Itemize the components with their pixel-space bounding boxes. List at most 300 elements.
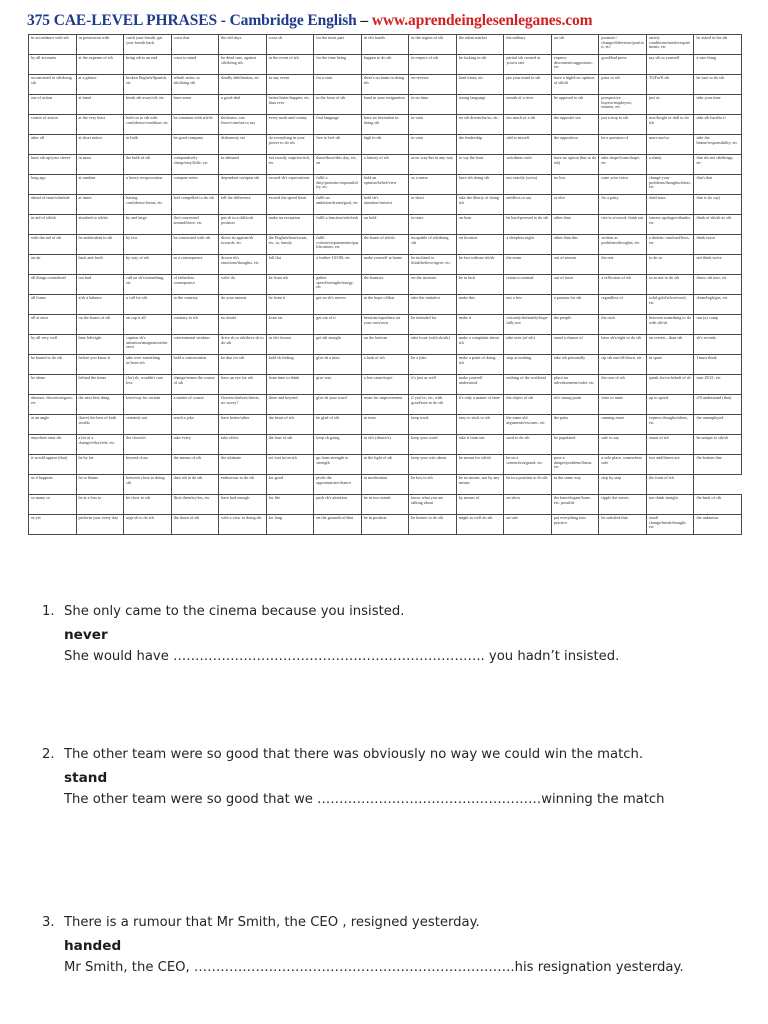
phrase-cell: be in position: [361, 515, 409, 535]
phrase-cell: up to speed: [646, 395, 694, 415]
phrase-cell: be in a position to do sth: [504, 475, 552, 495]
phrase-cell: in moderation: [361, 475, 409, 495]
phrase-cell: in mass: [76, 155, 124, 175]
phrase-cell: ripple the waves: [599, 495, 647, 515]
phrase-cell: the leadership: [456, 135, 504, 155]
phrase-cell: take shape/form/shape, etc: [599, 155, 647, 175]
phrase-cell: that's that: [694, 175, 742, 195]
phrase-cell: so many so: [29, 495, 77, 515]
phrase-cell: the bare/elegant/bone, etc, possible: [551, 495, 599, 515]
phrase-cell: a sole place, somewhere safe: [599, 455, 647, 475]
phrase-cell: the opposite sex: [551, 115, 599, 135]
phrase-cell: in possession with: [76, 35, 124, 55]
table-row: [29, 235, 742, 255]
title-text: 375 CAE-LEVEL PHRASES - Cambridge English: [27, 12, 357, 29]
phrase-cell: better/faster/happier, etc, than ever: [266, 95, 314, 115]
phrase-cell: the pairs: [551, 415, 599, 435]
table-row: [29, 395, 742, 415]
phrase-cell: in no time: [409, 95, 457, 115]
phrase-cell: for good: [266, 475, 314, 495]
phrase-cell: on air: [29, 255, 77, 275]
phrase-cell: hold sb feeling: [266, 355, 314, 375]
phrase-cell: be populated: [551, 435, 599, 455]
phrase-cell: speak for/on behalf of sb: [646, 375, 694, 395]
phrase-cell: be at a loss to: [76, 495, 124, 515]
phrase-cell: on loan: [456, 215, 504, 235]
phrase-cell: be from sth: [266, 275, 314, 295]
table-row: [29, 215, 742, 235]
phrase-cell: be due for sth: [219, 355, 267, 375]
phrase-cell: be unique to sth/sb: [694, 435, 742, 455]
phrase-cell: partial sth created at your/a rate: [504, 55, 552, 75]
phrase-cell: make a complaint about sth: [456, 335, 504, 355]
table-row: [29, 35, 742, 55]
phrase-cell: it would appear (that): [29, 455, 77, 475]
phrase-cell: between something to do with sth/sb: [646, 315, 694, 335]
phrase-cell: flirts them/try/ies, etc: [171, 495, 219, 515]
exercise-sentence: There is a rumour that Mr Smith, the CEO , resigned yesterday.: [64, 915, 480, 930]
phrase-cell: needless to say: [504, 195, 552, 215]
phrase-cell: exceed sb's expectations: [266, 175, 314, 195]
table-row: [29, 375, 742, 395]
phrase-cell: accustomed to sth/doing sth: [29, 75, 77, 95]
phrase-cell: hold a conversation: [171, 355, 219, 375]
phrase-cell: a call for sth: [124, 295, 172, 315]
phrase-cell: running more: [599, 415, 647, 435]
phrase-cell: leave/say for certain: [124, 395, 172, 415]
phrase-cell: in tears: [361, 415, 409, 435]
phrase-cell: a lost cause/topic: [361, 375, 409, 395]
phrase-cell: be asked to/for sth: [694, 35, 742, 55]
phrase-cell: do your utmost: [219, 295, 267, 315]
phrase-cell: do everything in your power to do sth: [266, 135, 314, 155]
phrase-cell: the ultimate: [219, 455, 267, 475]
phrase-cell: on show: [504, 495, 552, 515]
phrase-cell: at short notice: [76, 135, 124, 155]
phrase-cell: have better/other: [219, 415, 267, 435]
phrase-cell: having confidence/forms, etc: [124, 195, 172, 215]
phrase-cell: a good deal: [219, 95, 267, 115]
phrase-cell: that sth not sth/things, etc: [694, 155, 742, 175]
phrase-cell: attached to sth/sb: [76, 215, 124, 235]
phrase-cell: exceed the speed limit: [266, 195, 314, 215]
phrase-cell: not exactly surprise/rich, etc: [266, 155, 314, 175]
phrase-cell: at the very least: [76, 115, 124, 135]
table-row: [29, 415, 742, 435]
phrase-cell: at an angle: [29, 415, 77, 435]
phrase-cell: take over something to/from sth: [124, 355, 172, 375]
phrase-cell: in vain: [409, 135, 457, 155]
phrase-cell: the unemployed: [694, 415, 742, 435]
phrase-cell: be hard-pressed to do sth: [504, 215, 552, 235]
table-row: [29, 135, 742, 155]
phrase-cell: have an eye for sth: [219, 375, 267, 395]
phrase-cell: out of town: [551, 275, 599, 295]
phrase-cell: take it from me: [456, 435, 504, 455]
phrase-cell: happen to do sth: [361, 55, 409, 75]
phrase-cell: new/bright or dull to do sth: [646, 115, 694, 135]
phrase-cell: return to normal: [504, 275, 552, 295]
phrase-cell: from far: [266, 315, 314, 335]
phrase-cell: the heart of sth: [266, 415, 314, 435]
phrase-cell: be inclined to think/believe/agree, etc: [409, 255, 457, 275]
table-row: [29, 115, 742, 135]
phrase-cell: step by step: [599, 475, 647, 495]
phrase-cell: reach a joke: [171, 415, 219, 435]
phrase-cell: other than: [551, 215, 599, 235]
phrase-cell: on cap it all: [124, 315, 172, 335]
phrase-cell: foul language: [314, 115, 362, 135]
phrase-cell: (have) the best of both worlds: [76, 415, 124, 435]
phrase-cell: be glad of sth: [314, 415, 362, 435]
phrase-cell: with/ do: [219, 275, 267, 295]
phrase-cell: think of sth/sb as sth: [694, 215, 742, 235]
phrase-cell: the talent market: [456, 35, 504, 55]
phrase-cell: by way of sth: [124, 255, 172, 275]
phrase-cell: drown sb's emotions/thoughts, etc: [219, 255, 267, 275]
phrase-cell: good/bad press: [599, 55, 647, 75]
phrase-cell: it'll understand (that): [694, 395, 742, 415]
phrase-cell: too bad: [76, 275, 124, 295]
phrase-cell: be meant for sth/sb: [456, 455, 504, 475]
phrase-cell: to say the least: [456, 155, 504, 175]
phrase-cell: be in luck: [456, 275, 504, 295]
phrase-cell: a shady: [646, 155, 694, 175]
phrase-cell: get on sb's nerves: [314, 295, 362, 315]
phrase-cell: written as problems/thoughts, etc: [599, 235, 647, 255]
phrase-cell: urge sb to do sth: [124, 515, 172, 535]
phrase-cell: take every: [171, 435, 219, 455]
phrase-cell: hold sb's attention/interest: [361, 195, 409, 215]
phrase-cell: in sb's (desire/s): [361, 435, 409, 455]
phrase-cell: the four of sth: [266, 435, 314, 455]
phrase-cell: in the region of sth: [409, 35, 457, 55]
phrase-cell: as a consequence: [171, 255, 219, 275]
phrase-cell: by all very well: [29, 335, 77, 355]
exercise-number: 2.: [42, 747, 55, 762]
phrase-cell: have sth doing sth: [456, 175, 504, 195]
phrase-cell: be lost without sth/sb: [456, 255, 504, 275]
phrase-cell: in sb's favour: [266, 335, 314, 355]
phrase-cell: not a few: [504, 295, 552, 315]
phrase-cell: that is (to say): [694, 195, 742, 215]
phrase-cell: at times: [76, 195, 124, 215]
phrase-cell: a further 10/100, etc: [314, 255, 362, 275]
exercise-question: [42, 915, 480, 930]
phrase-cell: be opposed to sth: [551, 95, 599, 115]
table-row: [29, 355, 742, 375]
phrase-cell: flowers/shelves/sheets, no worry?: [219, 395, 267, 415]
phrase-cell: give way: [314, 375, 362, 395]
phrase-cell: clean/high/gas, etc: [694, 295, 742, 315]
phrase-cell: incapable of sth/doing sth: [409, 235, 457, 255]
phrase-cell: a look of sth: [361, 355, 409, 375]
phrase-cell: be a joke: [409, 355, 457, 375]
phrase-cell: the bulk of sth: [124, 155, 172, 175]
phrase-cell: free to feel sth: [314, 135, 362, 155]
phrase-cell: in tears: [409, 215, 457, 235]
phrase-cell: prospective buyers/employers, tenants, etc: [599, 95, 647, 115]
phrase-cell: hand in your resignation: [361, 95, 409, 115]
phrase-cell: promote / change/difference/position, etc: [599, 35, 647, 55]
table-row: [29, 275, 742, 295]
phrase-cell: fall flat: [266, 255, 314, 275]
phrase-cell: cross sb: [266, 35, 314, 55]
phrase-cell: smart of sth: [646, 435, 694, 455]
phrase-cell: be alone: [29, 375, 77, 395]
phrase-cell: be dead sure, against sth/doing sth: [219, 55, 267, 75]
phrase-cell: give sb your word: [314, 395, 362, 415]
phrase-cell: take note (of sth): [504, 335, 552, 355]
table-row: [29, 515, 742, 535]
phrase-cell: no less: [551, 175, 599, 195]
phrase-cell: in the event of sth: [266, 55, 314, 75]
phrase-cell: long ago: [29, 175, 77, 195]
phrase-cell: take sth personally: [551, 355, 599, 375]
phrase-cell: the English/heat/sweat, etc, to, family: [266, 235, 314, 255]
phrase-cell: break sth away/off, etc: [124, 95, 172, 115]
phrase-cell: with the aid of sth: [29, 235, 77, 255]
phrase-cell: be common with sth/sb: [171, 115, 219, 135]
phrase-cell: take sth hard/to it: [694, 115, 742, 135]
phrase-cell: endeavour to do sth: [219, 475, 267, 495]
phrase-cell: broken English/Spanish, etc: [124, 75, 172, 95]
phrase-cell: dishonesty set: [219, 135, 267, 155]
phrase-cell: compare notes: [171, 175, 219, 195]
phrase-cell: the rest: [599, 255, 647, 275]
phrase-cell: on sth: [551, 35, 599, 55]
phrase-table-container: [28, 34, 742, 535]
phrase-cell: make it: [456, 315, 504, 335]
phrase-cell: take the blame/responsibility, etc: [694, 135, 742, 155]
phrase-cell: the people: [551, 315, 599, 335]
phrase-cell: a sleepless night: [504, 235, 552, 255]
phrase-cell: make an exception: [266, 215, 314, 235]
phrase-cell: for long: [266, 515, 314, 535]
phrase-cell: rebuilt noise, to sth/doing sth: [171, 75, 219, 95]
phrase-cell: small change/break/drought, etc: [646, 515, 694, 535]
website-link[interactable]: www.aprendeinglesenleganes.com: [371, 12, 593, 29]
phrase-cell: be to blame: [76, 475, 124, 495]
phrase-cell: on screen – than sth: [646, 335, 694, 355]
phrase-cell: place an advertisement/order, etc: [551, 375, 599, 395]
phrase-cell: make this: [456, 295, 504, 315]
phrase-cell: the unknown: [694, 515, 742, 535]
phrase-cell: the closest's: [124, 435, 172, 455]
phrase-cell: or else: [551, 195, 599, 215]
phrase-cell: know what you are talking about: [409, 495, 457, 515]
phrase-cell: on the grounds of/that: [314, 515, 362, 535]
phrase-cell: at the expense of sth: [76, 55, 124, 75]
table-row: [29, 335, 742, 355]
phrase-cell: on the bottom: [361, 335, 409, 355]
phrase-cell: in aid of sth/sb: [29, 215, 77, 235]
phrase-cell: the dawn of sth: [171, 515, 219, 535]
phrase-cell: on reverse: [409, 75, 457, 95]
phrase-cell: a passion for sth: [551, 295, 599, 315]
exercise-rewrite[interactable]: The other team were so good that we ……………………………………………winning the match: [64, 792, 665, 807]
phrase-cell: fulfil an ambition/dream/goal, etc: [314, 195, 362, 215]
phrase-cell: in respect of sth: [409, 55, 457, 75]
phrase-cell: a hit of a change/effort/rile, etc: [76, 435, 124, 455]
table-row: [29, 435, 742, 455]
phrase-cell: in accordance with sth: [29, 35, 77, 55]
phrase-cell: caption sb's attention/imagination/interest: [124, 335, 172, 355]
phrase-cell: by and large: [124, 215, 172, 235]
exercise-rewrite[interactable]: Mr Smith, the CEO, ……………………………………………………………….his resignation yesterday.: [64, 960, 684, 975]
exercise-question: [42, 747, 643, 762]
phrase-cell: change your problems/thoughts/ideas, etc: [646, 175, 694, 195]
phrase-cell: of fatherless consequence: [171, 275, 219, 295]
exercise-number: 1.: [42, 604, 55, 619]
phrase-cell: two and/threes are: [646, 455, 694, 475]
phrase-cell: rise to a/crowd, think out: [599, 215, 647, 235]
phrase-cell: sb's records: [694, 335, 742, 355]
phrase-cell: between close to doing sth: [124, 475, 172, 495]
phrase-cell: if you've, etc, with good/sure to do sth: [409, 395, 457, 415]
phrase-cell: fulfil a function/role/task: [314, 215, 362, 235]
phrase-cell: absence, discretion/goes, etc: [29, 395, 77, 415]
phrase-cell: (for) sb, wouldn't care less: [124, 375, 172, 395]
phrase-cell: put a stop to sth: [599, 115, 647, 135]
phrase-cell: cross to mind: [171, 55, 219, 75]
phrase-cell: put your mind to sth: [504, 75, 552, 95]
phrase-cell: stop at nothing: [504, 355, 552, 375]
exercise-keyword: handed: [64, 938, 122, 954]
phrase-cell: as yet: [29, 515, 77, 535]
phrase-cell: the object of sth: [504, 395, 552, 415]
phrase-cell: be a question of: [599, 135, 647, 155]
phrase-cell: to do so: [646, 255, 694, 275]
phrase-cell: keep track: [409, 415, 457, 435]
phrase-cell: in the hope of/that: [361, 295, 409, 315]
phrase-cell: have some: [171, 95, 219, 115]
phrase-cell: every nook and cranny: [266, 115, 314, 135]
phrase-cell: on location: [456, 235, 504, 255]
phrase-cell: nothing of the sort/kind: [504, 375, 552, 395]
phrase-cell: contrary to sth: [171, 315, 219, 335]
phrase-cell: be ambivalent to sth: [76, 235, 124, 255]
phrase-cell: keep your wits about: [409, 455, 457, 475]
phrase-cell: regardless of: [599, 295, 647, 315]
phrase-cell: the back of sth: [694, 495, 742, 515]
phrase-cell: more and so: [646, 135, 694, 155]
phrase-cell: be on a connection/grand, etc: [504, 455, 552, 475]
phrase-cell: the opposition: [551, 135, 599, 155]
phrase-cell: the next best thing: [76, 395, 124, 415]
phrase-cell: perform your every day: [76, 515, 124, 535]
phrase-cell: there and beyond: [266, 395, 314, 415]
phrase-cell: express thoughts/ideas, etc: [646, 415, 694, 435]
phrase-cell: satisfy conditions/needs/requirements, etc: [646, 35, 694, 55]
phrase-cell: turn 18/21, etc: [694, 375, 742, 395]
phrase-cell: be bound to do sth: [29, 355, 77, 375]
phrase-cell: a sure thing: [694, 55, 742, 75]
phrase-cell: TGFor'll sth: [646, 75, 694, 95]
phrase-cell: express discontent/suggestions, etc: [551, 55, 599, 75]
phrase-cell: all forms: [29, 295, 77, 315]
phrase-cell: in short: [409, 195, 457, 215]
phrase-cell: after all: [29, 135, 77, 155]
phrase-cell: be intended for: [409, 315, 457, 335]
phrase-cell: ahead of time/schedule: [29, 195, 77, 215]
phrase-cell: conventional wisdom: [171, 335, 219, 355]
phrase-cell: feel compelled to do sth: [171, 195, 219, 215]
phrase-cell: be key to sth: [409, 475, 457, 495]
table-row: [29, 495, 742, 515]
table-row: [29, 75, 742, 95]
exercise-question: [42, 604, 404, 619]
phrase-cell: be satisfied that: [599, 515, 647, 535]
phrase-cell: take the liberty of doing sth: [456, 195, 504, 215]
table-row: [29, 195, 742, 215]
phrase-cell: be sure to do sth: [694, 75, 742, 95]
phrase-cell: profit the opportunities/chance: [314, 475, 362, 495]
phrase-cell: safe to say: [599, 435, 647, 455]
phrase-cell: for life: [266, 495, 314, 515]
phrase-cell: catch your breath, get your breath back: [124, 35, 172, 55]
phrase-cell: run (a) comp: [694, 315, 742, 335]
phrase-cell: think twice: [694, 235, 742, 255]
exercise-rewrite[interactable]: She would have …………………………………………………………….. you hadn’t insisted.: [64, 649, 620, 664]
phrase-cell: get out of it: [314, 315, 362, 335]
phrase-cell: as a sense: [409, 175, 457, 195]
phrase-cell: as it happens: [29, 475, 77, 495]
phrase-cell: shed tears: [646, 195, 694, 215]
phrase-cell: high in sth: [361, 135, 409, 155]
phrase-cell: odd to myself: [504, 135, 552, 155]
phrase-cell: at a glance: [76, 75, 124, 95]
phrase-cell: certainly not: [124, 415, 172, 435]
phrase-cell: in any event: [266, 75, 314, 95]
phrase-cell: certainly/definitely/hopefully not: [504, 315, 552, 335]
phrase-cell: keep your word: [409, 435, 457, 455]
phrase-cell: by all accounts: [29, 55, 77, 75]
phrase-cell: bear left/right: [76, 335, 124, 355]
phrase-cell: have no hesitation in doing sth: [361, 115, 409, 135]
phrase-cell: a/sb a balance: [76, 295, 124, 315]
phrase-cell: at hand: [76, 95, 124, 115]
phrase-cell: prior to sth: [599, 75, 647, 95]
phrase-cell: no doubt: [219, 315, 267, 335]
phrase-cell: on the bones of sth: [76, 315, 124, 335]
phrase-cell: the means of sth: [171, 455, 219, 475]
phrase-cell: in spare: [646, 355, 694, 375]
phrase-cell: these/those/this day, etc, on: [314, 155, 362, 175]
phrase-cell: so as not to do sth: [646, 275, 694, 295]
phrase-cell: take your time: [694, 95, 742, 115]
phrase-cell: go from strength to strength: [314, 455, 362, 475]
phrase-cell: raise your voice: [599, 175, 647, 195]
phrase-cell: fulfil criteria/requirements/qualifications, etc: [314, 235, 362, 255]
phrase-cell: sincere apologies/thanks, etc: [646, 215, 694, 235]
phrase-cell: the old days: [219, 35, 267, 55]
phrase-cell: the bonuses: [361, 275, 409, 295]
phrase-cell: to the contrary: [171, 295, 219, 315]
phrase-cell: mouth of a river: [504, 95, 552, 115]
phrase-cell: from time to think: [266, 375, 314, 395]
phrase-cell: used to do sth: [504, 435, 552, 455]
table-row: [29, 295, 742, 315]
phrase-cell: rip sth out/off/down, etc: [599, 355, 647, 375]
phrase-cell: room for improvement: [361, 395, 409, 415]
phrase-cell: be by far: [76, 455, 124, 475]
phrase-table-body: [29, 35, 742, 535]
exercise-keyword: stand: [64, 770, 108, 786]
phrase-cell: not think twice: [694, 255, 742, 275]
phrase-cell: the norm: [504, 255, 552, 275]
phrase-cell: forte to mine: [599, 395, 647, 415]
